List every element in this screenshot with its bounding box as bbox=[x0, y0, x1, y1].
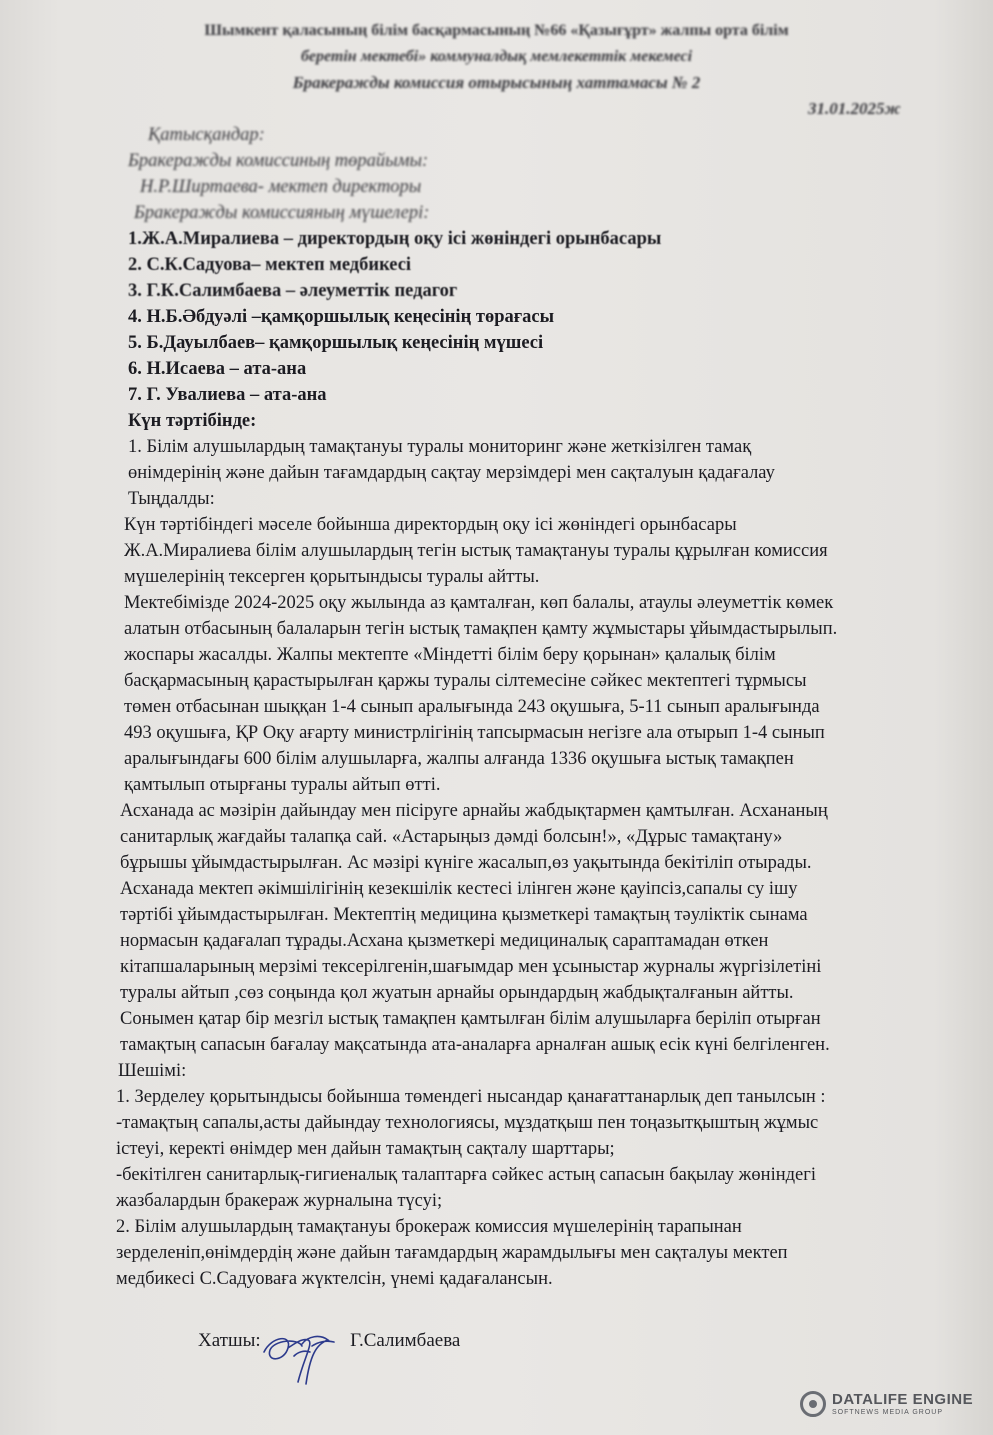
heard-label: Тыңдалды: bbox=[128, 489, 215, 509]
decision-line: жазбалардын бракераж журналына түсуі; bbox=[116, 1191, 443, 1211]
body-line: басқармасының қарастырылған қаржы туралы сілтемесіне сәйкес мектептегі тұрмысы bbox=[124, 671, 807, 691]
body-line: 493 оқушыға, ҚР Оқу ағарту министрлігінің тапсырмасын негізге ала отырып 1-4 сынып bbox=[124, 723, 825, 743]
org-line-1: Шымкент қаласының білім басқармасының №66 «Қазығұрт» жалпы орта білім bbox=[204, 22, 789, 39]
body-line: Асханада мектеп әкімшілігінің кезекшілік кестесі ілінген және қауіпсіз,сапалы су ішу bbox=[120, 879, 798, 899]
body-line: алатын отбасының балаларын тегін ыстық тамақпен қамту жұмыстары ұйымдастырылып. bbox=[124, 619, 838, 639]
body-line: тәртібі ұйымдастырылған. Мектептің медицина қызметкері тамақтың тәуліктік сынама bbox=[120, 905, 808, 925]
member-item: 1.Ж.А.Миралиева – директордың оқу ісі жөніндегі орынбасары bbox=[128, 229, 662, 249]
agenda-heading: Күн тәртібінде: bbox=[128, 411, 257, 431]
org-line-2: беретін мектебі» коммуналдық мемлекеттік мекемесі bbox=[300, 48, 693, 65]
chair: Н.Р.Ширтаева- мектеп директоры bbox=[140, 177, 422, 197]
body-line: аралығындағы 600 білім алушыларға, жалпы алғанда 1336 оқушыға ыстық тамақпен bbox=[124, 749, 794, 769]
member-item: 5. Б.Дауылбаев– қамқоршылық кеңесінің мүшесі bbox=[128, 333, 544, 353]
body-line: санитарлық жағдайы талапқа сай. «Астарыңыз дәмді болсын!», «Дұрыс тамақтану» bbox=[120, 827, 783, 847]
body-line: жоспары жасалды. Жалпы мектепте «Міндетті білім беру қорынан» қалалық білім bbox=[124, 645, 776, 665]
datalife-logo-icon bbox=[800, 1391, 826, 1417]
members-heading: Бракеражды комиссияның мүшелері: bbox=[134, 203, 430, 223]
decision-line: -бекітілген санитарлық-гигиеналық талаптарға сәйкес астың сапасын бақылау жөніндегі bbox=[116, 1165, 816, 1185]
decision-line: зерделеніп,өнімдердің және дайын тағамдардың жарамдылығы мен сақталуы мектеп bbox=[116, 1243, 788, 1263]
member-item: 2. С.К.Садуова– мектеп медбикесі bbox=[128, 255, 412, 275]
decision-line: 2. Білім алушылардың тамақтануы брокераж комиссия мүшелерінің тарапынан bbox=[116, 1217, 742, 1237]
watermark-subtitle: SOFTNEWS MEDIA GROUP bbox=[832, 1409, 944, 1416]
decision-label: Шешімі: bbox=[118, 1061, 187, 1081]
decision-line: -тамақтың сапалы,асты дайындау технологиясы, мұздатқыш пен тоңазытқыштың жұмыс bbox=[116, 1113, 819, 1133]
body-line: мүшелерінің тексерген қорытындысы туралы айтты. bbox=[124, 567, 540, 587]
body-line: нормасын қадағалап тұрады.Асхана қызметкері медициналық сараптамадан өткен bbox=[120, 931, 769, 951]
body-line: төмен отбасынан шыққан 1-4 сынып аралығында 243 оқушыға, 5-11 сынып аралығында bbox=[124, 697, 820, 717]
secretary-name: Г.Салимбаева bbox=[350, 1330, 461, 1351]
secretary-label: Хатшы: bbox=[198, 1330, 261, 1351]
body-line: кітапшаларының мерзімі тексерілгенін,шағымдар мен ұсыныстар журналы жүргізілетіні bbox=[120, 957, 822, 977]
agenda-item-line: 1. Білім алушылардың тамақтануы туралы мониторинг және жеткізілген тамақ bbox=[128, 437, 752, 457]
body-line: Күн тәртібіндегі мәселе бойынша директордың оқу ісі жөніндегі орынбасары bbox=[124, 515, 737, 535]
member-item: 3. Г.К.Салимбаева – әлеуметтік педагог bbox=[128, 281, 458, 301]
watermark bbox=[800, 1384, 973, 1424]
body-line: туралы айтып ,сөз соңында қол жуатын арнайы орындардың жабдықталғанын айтты. bbox=[120, 983, 794, 1003]
watermark-title: DATALIFE ENGINE bbox=[832, 1391, 974, 1408]
member-item: 7. Г. Увалиева – ата-ана bbox=[128, 385, 327, 405]
protocol-title: Бракеражды комиссия отырысының хаттамасы № 2 bbox=[292, 73, 701, 92]
body-line: Мектебімізде 2024-2025 оқу жылында аз қамталған, көп балалы, атаулы әлеуметтік көмек bbox=[124, 593, 834, 613]
decision-line: істеуі, керекті өнімдер мен дайын тамақтың сақталу шарттары; bbox=[116, 1139, 615, 1159]
agenda-item-line: өнімдерінің және дайын тағамдардың сақтау мерзімдері мен сақталуын қадағалау bbox=[128, 463, 775, 483]
body-line: Сонымен қатар бір мезгіл ыстық тамақпен қамтылған білім алушыларға беріліп отырған bbox=[120, 1009, 821, 1029]
protocol-date: 31.01.2025ж bbox=[808, 99, 901, 118]
body-line: тамақтың сапасын бағалау мақсатында ата-аналарға арналған ашық есік күні белгіленген. bbox=[120, 1035, 830, 1055]
decision-line: 1. Зерделеу қорытындысы бойынша төмендегі нысандар қанағаттанарлық деп танылсын : bbox=[116, 1087, 826, 1107]
body-line: Асханада ас мәзірін дайындау мен пісіруге арнайы жабдықтармен қамтылған. Асхананың bbox=[120, 801, 828, 821]
attendees-heading: Қатысқандар: bbox=[148, 125, 265, 145]
body-line: Ж.А.Миралиева білім алушылардың тегін ыстық тамақтануы туралы құрылған комиссия bbox=[124, 541, 828, 561]
chair-heading: Бракеражды комиссиның төрайымы: bbox=[128, 151, 429, 171]
member-item: 6. Н.Исаева – ата-ана bbox=[128, 359, 307, 379]
body-line: қамтылып отырғаны туралы айтып өтті. bbox=[124, 775, 441, 795]
decision-line: медбикесі С.Садуоваға жүктелсін, үнемі қадағалансын. bbox=[116, 1269, 553, 1289]
member-item: 4. Н.Б.Әбдуәлі –қамқоршылық кеңесінің төрағасы bbox=[128, 307, 555, 327]
handwritten-signature bbox=[258, 1322, 338, 1392]
body-line: бұрышы ұйымдастырылған. Ас мәзірі күнігe жасалып,өз уақытында бекітіліп отырады. bbox=[120, 853, 812, 873]
